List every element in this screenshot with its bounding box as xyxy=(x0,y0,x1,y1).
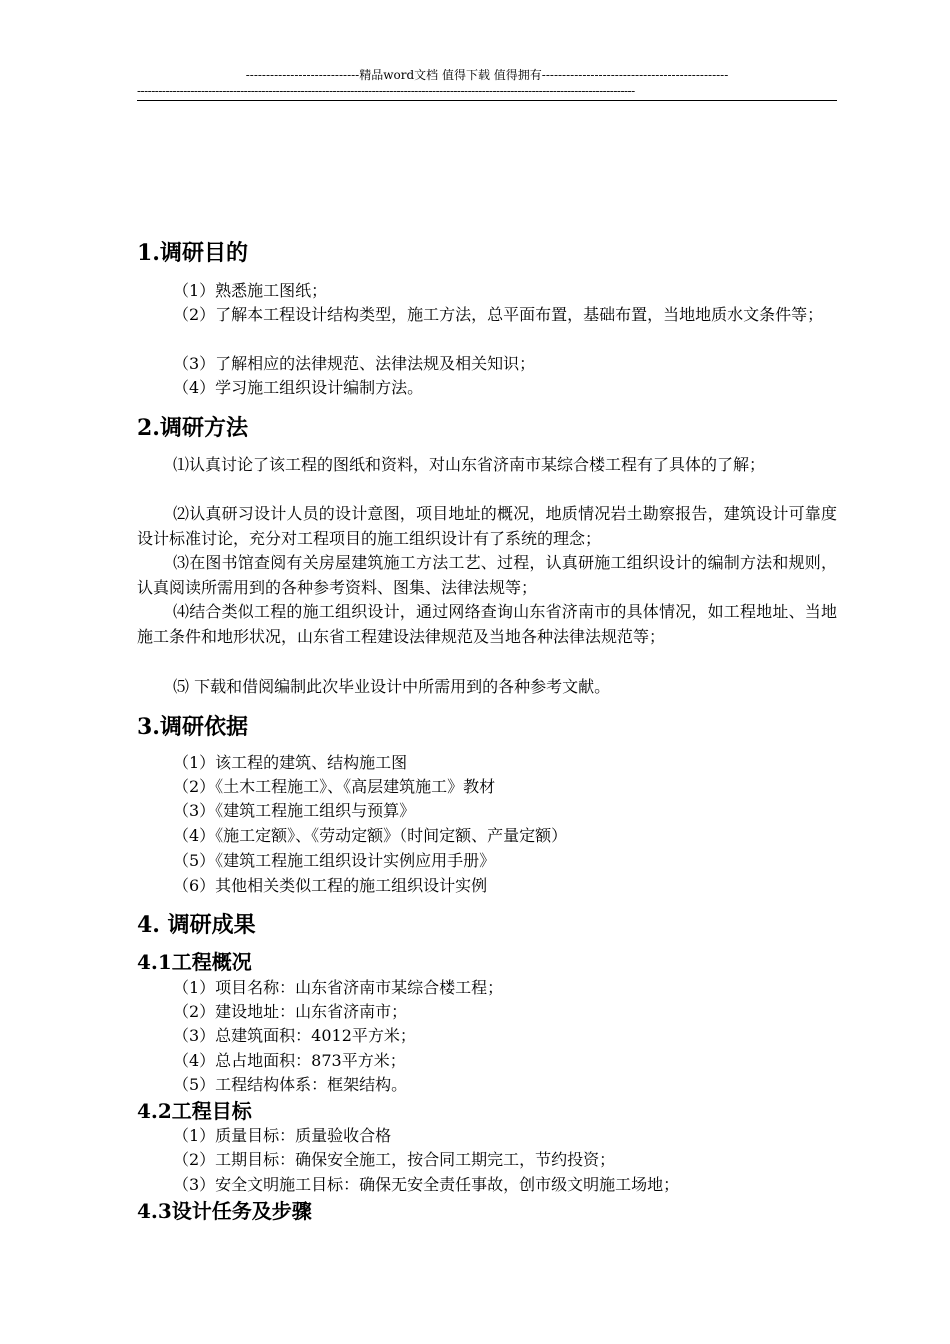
list-item: （5）工程结构体系：框架结构。 xyxy=(173,1075,408,1094)
subsection-4-2-heading: 4.2工程目标 xyxy=(137,1099,252,1123)
header-banner: ----------------------------精品word文档 值得下载 值得拥有---------------------------------------------- xyxy=(245,68,729,82)
paragraph: ⑶在图书馆查阅有关房屋建筑施工方法工艺、过程，认真研施工组织设计的编制方法和规则，认真阅读所需用到的各种参考资料、图集、法律法规等； xyxy=(137,553,837,597)
header-rule xyxy=(137,100,837,101)
list-item: （1）项目名称：山东省济南市某综合楼工程； xyxy=(173,978,504,997)
paragraph: ⑵认真研习设计人员的设计意图，项目地址的概况，地质情况岩土勘察报告，建筑设计可靠度设计标准讨论，充分对工程项目的施工组织设计有了系统的理念； xyxy=(137,504,837,548)
list-item: （2）建设地址：山东省济南市； xyxy=(173,1002,408,1021)
list-item: （4）《施工定额》、《劳动定额》（时间定额、产量定额） xyxy=(173,826,568,845)
section-1-heading: 1.调研目的 xyxy=(137,240,248,266)
list-item: （6）其他相关类似工程的施工组织设计实例 xyxy=(173,876,488,895)
section-2-heading: 2.调研方法 xyxy=(137,415,248,441)
list-item: （4）学习施工组织设计编制方法。 xyxy=(173,378,424,397)
paragraph: （2）了解本工程设计结构类型，施工方法，总平面布置，基础布置，当地地质水文条件等； xyxy=(173,305,824,324)
section-3-heading: 3.调研依据 xyxy=(137,714,248,740)
list-item: （1）该工程的建筑、结构施工图 xyxy=(173,753,408,772)
paragraph: ⑴认真讨论了该工程的图纸和资料，对山东省济南市某综合楼工程有了具体的了解； xyxy=(173,455,766,474)
list-item: （3）《建筑工程施工组织与预算》 xyxy=(173,801,416,820)
subsection-4-1-heading: 4.1工程概况 xyxy=(137,950,252,974)
list-item: （4）总占地面积：873平方米； xyxy=(173,1051,406,1070)
section-4-heading: 4. 调研成果 xyxy=(137,912,256,938)
list-item: （1）熟悉施工图纸； xyxy=(173,281,328,300)
list-item: （1）质量目标：质量验收合格 xyxy=(173,1126,392,1145)
list-item: （3）总建筑面积：4012平方米； xyxy=(173,1026,416,1045)
header-dashes: -------------------------------------------------------------------------------------------------------------------------------------------- xyxy=(137,85,635,97)
list-item: （3）了解相应的法律规范、法律法规及相关知识； xyxy=(173,354,536,373)
list-item: （2）《土木工程施工》、《高层建筑施工》教材 xyxy=(173,777,496,796)
list-item: （2）工期目标：确保安全施工，按合同工期完工，节约投资； xyxy=(173,1150,616,1169)
list-item: （5）《建筑工程施工组织设计实例应用手册》 xyxy=(173,851,496,870)
paragraph: ⑸ 下载和借阅编制此次毕业设计中所需用到的各种参考文献。 xyxy=(173,677,611,696)
subsection-4-3-heading: 4.3设计任务及步骤 xyxy=(137,1199,312,1223)
list-item: （3）安全文明施工目标：确保无安全责任事故，创市级文明施工场地； xyxy=(173,1175,680,1194)
paragraph: ⑷结合类似工程的施工组织设计，通过网络查询山东省济南市的具体情况，如工程地址、当地施工条件和地形状况，山东省工程建设法律规范及当地各种法律法规范等； xyxy=(137,602,837,646)
